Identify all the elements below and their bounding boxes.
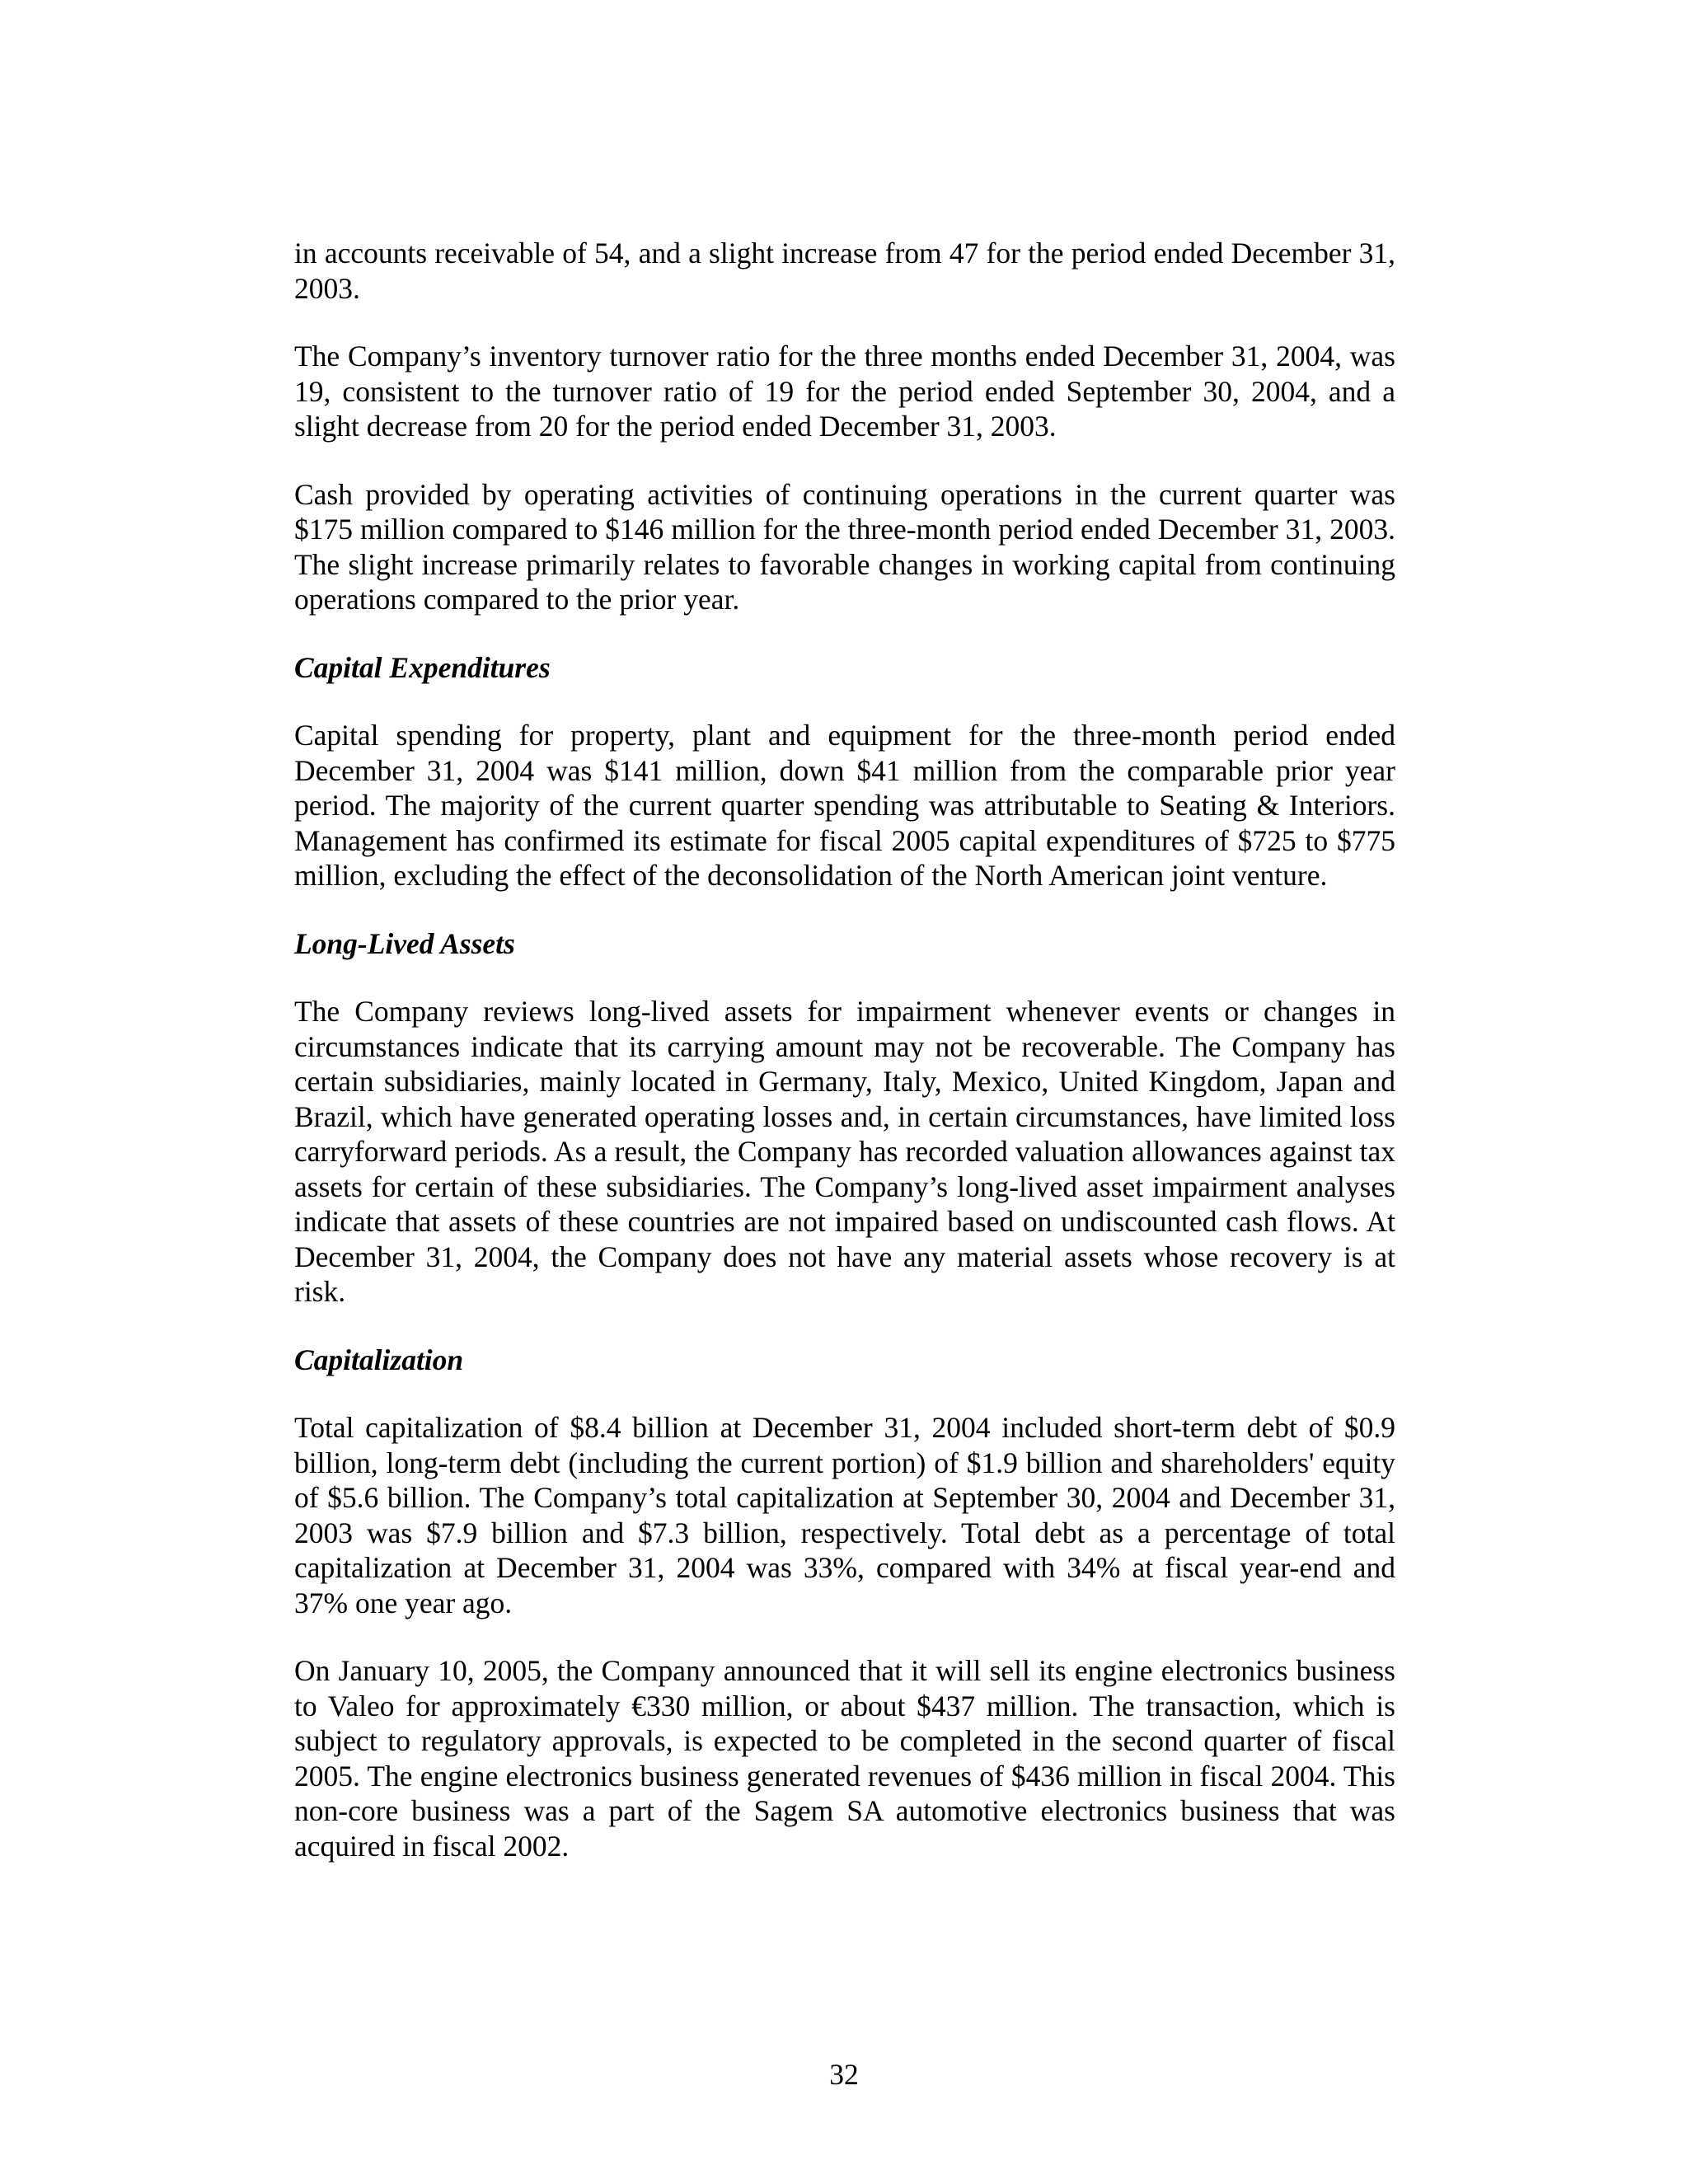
paragraph-inventory-turnover: The Company’s inventory turnover ratio for the three months ended December 31, 2004, was 19, consistent to the turnover ratio of 19 for the period ended September 30, 2004, and a slight decrease from 20 for the period ended December 31, 2003. (294, 340, 1395, 443)
page-number: 32 (829, 2058, 859, 2091)
paragraph-long-lived-assets: The Company reviews long-lived assets for impairment whenever events or changes in circumstances indicate that its carrying amount may not be recoverable. The Company has certain subsidiaries, mainly located in Germany, Italy, Mexico, United Kingdom, Japan and Brazil, which have generated operating losses and, in certain circumstances, have limited loss carryforward periods. As a result, the Company has recorded valuation allowances against tax assets for certain of these subsidiaries. The Company’s long-lived asset impairment analyses indicate that assets of these countries are not impaired based on undiscounted cash flows. At December 31, 2004, the Company does not have any material assets whose recovery is at risk. (294, 995, 1395, 1308)
document-body (294, 236, 1395, 1896)
paragraph-total-capitalization: Total capitalization of $8.4 billion at December 31, 2004 included short-term debt of $0.9 billion, long-term debt (including the current portion) of $1.9 billion and shareholders' equity of $5.6 billion. The Company’s total capitalization at September 30, 2004 and December 31, 2003 was $7.9 billion and $7.3 billion, respectively. Total debt as a percentage of total capitalization at December 31, 2004 was 33%, compared with 34% at fiscal year-end and 37% one year ago. (294, 1411, 1395, 1619)
paragraph-operating-cash: Cash provided by operating activities of continuing operations in the current quarter was $175 million compared to $146 million for the three-month period ended December 31, 2003. The slight increase primarily relates to favorable changes in working capital from continuing operations compared to the prior year. (294, 477, 1395, 616)
heading-long-lived-assets: Long-Lived Assets (294, 926, 515, 960)
heading-capitalization: Capitalization (294, 1343, 464, 1376)
paragraph-receivables: in accounts receivable of 54, and a slight increase from 47 for the period ended December 31, 2003. (294, 237, 1395, 305)
paragraph-capital-spending: Capital spending for property, plant and equipment for the three-month period ended December 31, 2004 was $141 million, down $41 million from the comparable prior year period. The majority of the current quarter spending was attributable to Seating & Interiors. Management has confirmed its estimate for fiscal 2005 capital expenditures of $725 to $775 million, excluding the effect of the deconsolidation of the North American joint venture. (294, 719, 1395, 892)
paragraph-engine-electronics-sale: On January 10, 2005, the Company announced that it will sell its engine electronics business to Valeo for approximately €330 million, or about $437 million. The transaction, which is subject to regulatory approvals, is expected to be completed in the second quarter of fiscal 2005. The engine electronics business generated revenues of $436 million in fiscal 2004. This non-core business was a part of the Sagem SA automotive electronics business that was acquired in fiscal 2002. (294, 1654, 1395, 1863)
heading-capital-expenditures: Capital Expenditures (294, 650, 551, 684)
